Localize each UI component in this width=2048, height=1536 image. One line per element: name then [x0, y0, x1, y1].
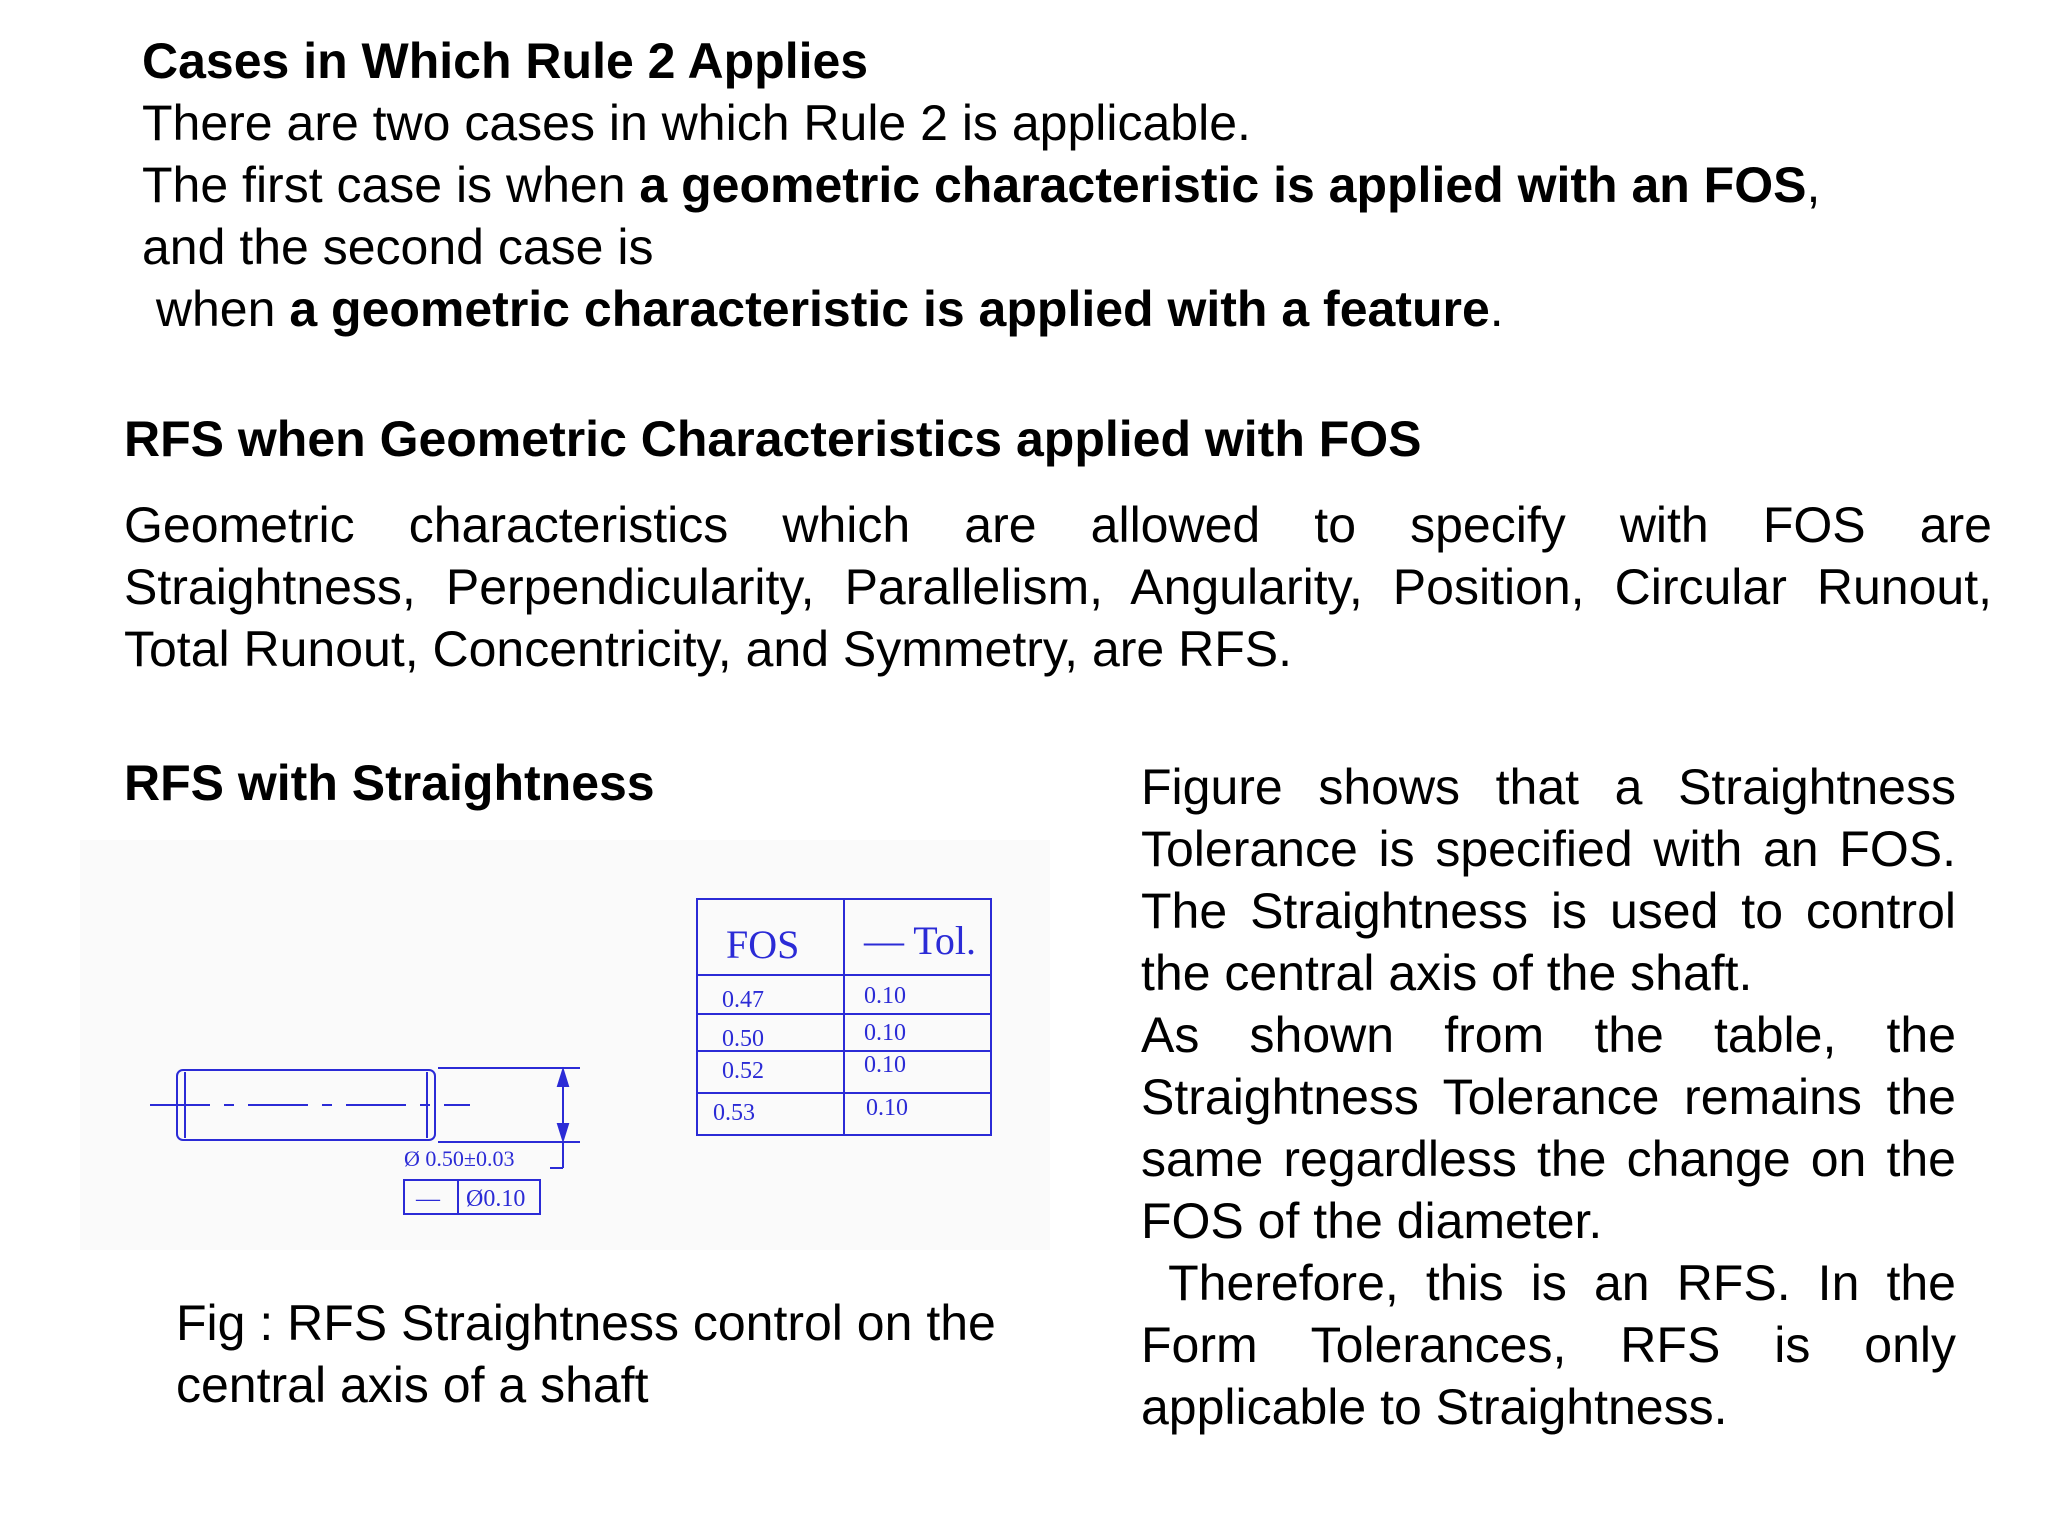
table-cell-tol: 0.10 — [866, 1095, 908, 1121]
table-cell-fos: 0.47 — [722, 987, 764, 1013]
dimension-arrow-top — [558, 1070, 568, 1086]
table-header-fos: FOS — [726, 922, 800, 967]
description-line: Form Tolerances, RFS is only — [1141, 1317, 1956, 1373]
section1-line1: There are two cases in which Rule 2 is applicable. — [142, 95, 1251, 151]
fcf-symbol: — — [416, 1186, 440, 1212]
section1-line2-bold: a geometric characteristic is applied with an FOS — [639, 157, 1807, 213]
table-cell-fos: 0.52 — [722, 1058, 764, 1084]
section1-line4-suffix: . — [1489, 281, 1504, 337]
section2-line2: Straightness, Perpendicularity, Parallelism, Angularity, Position, Circular Runout, — [124, 559, 1992, 615]
section2-heading: RFS when Geometric Characteristics applied with FOS — [124, 411, 1422, 467]
table-cell-tol: 0.10 — [864, 983, 906, 1009]
description-line: applicable to Straightness. — [1141, 1379, 1728, 1435]
figure-caption-line2: central axis of a shaft — [176, 1357, 649, 1413]
dimension-arrow-bottom — [558, 1124, 568, 1140]
section2-line3: Total Runout, Concentricity, and Symmetry, are RFS. — [124, 621, 1293, 677]
dimension-label: Ø 0.50±0.03 — [404, 1146, 515, 1171]
section1-line2-suffix: , — [1806, 157, 1821, 213]
section1-line4-bold: a geometric characteristic is applied with a feature — [289, 281, 1490, 337]
table-cell-tol: 0.10 — [864, 1020, 906, 1046]
section1-heading: Cases in Which Rule 2 Applies — [142, 33, 869, 89]
table-cell-tol: 0.10 — [864, 1052, 906, 1078]
description-line: Therefore, this is an RFS. In the — [1141, 1255, 1956, 1311]
section2-line1: Geometric characteristics which are allowed to specify with FOS are — [124, 497, 1992, 553]
table-header-tol: — Tol. — [864, 918, 977, 963]
description-line: same regardless the change on the — [1141, 1131, 1956, 1187]
section3-heading: RFS with Straightness — [124, 755, 655, 811]
figure-caption-line1: Fig : RFS Straightness control on the — [176, 1295, 996, 1351]
section1-line2-prefix: The first case is when — [142, 157, 640, 213]
section1-line4 — [142, 278, 1504, 340]
description-line: the central axis of the shaft. — [1141, 945, 1753, 1001]
section1-line2 — [142, 154, 1820, 216]
shaft-figure — [80, 840, 1050, 1250]
section1-line3: and the second case is — [142, 219, 654, 275]
description-line: Tolerance is specified with an FOS. — [1141, 821, 1956, 877]
description-line: The Straightness is used to control — [1141, 883, 1956, 939]
fcf-value: Ø0.10 — [466, 1186, 526, 1212]
description-line: Straightness Tolerance remains the — [1141, 1069, 1956, 1125]
section1-line4-prefix: when — [142, 281, 290, 337]
table-cell-fos: 0.53 — [713, 1100, 755, 1126]
description-line: FOS of the diameter. — [1141, 1193, 1603, 1249]
description-line: Figure shows that a Straightness — [1141, 759, 1956, 815]
description-line: As shown from the table, the — [1141, 1007, 1956, 1063]
table-cell-fos: 0.50 — [722, 1026, 764, 1052]
